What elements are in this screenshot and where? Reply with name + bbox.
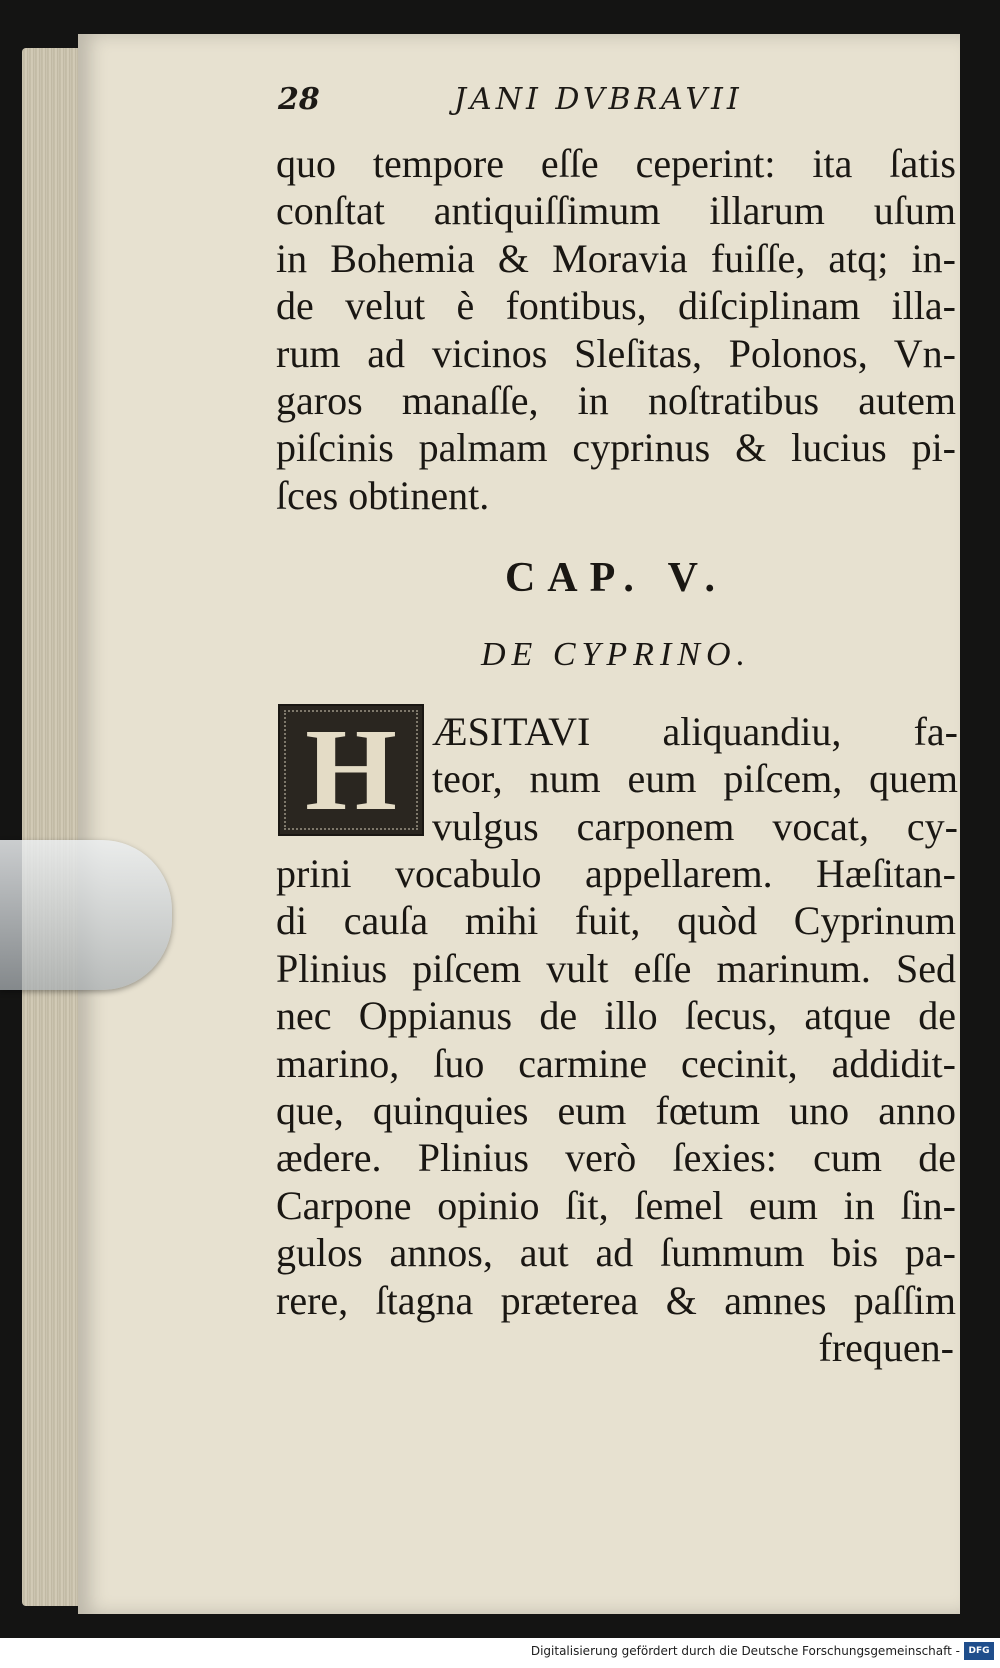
text-line: marino, ſuo carmine cecinit, addidit- — [276, 1040, 956, 1086]
text-line: nec Oppianus de illo ſecus, atque de — [276, 993, 956, 1039]
text-line: vulgus carponem vocat, cy- — [432, 803, 958, 849]
ornamental-initial — [278, 704, 424, 836]
page-edges — [22, 48, 82, 1606]
text-line: de velut è fontibus, diſciplinam illa- — [276, 283, 956, 329]
text-line: ſces obtinent. — [276, 472, 490, 518]
text-line: Carpone opinio ſit, ſemel eum in ſin- — [276, 1182, 956, 1228]
text-line: ÆSITAVI aliquandiu, fa- — [432, 709, 958, 754]
text-line: Plinius piſcem vult eſſe marinum. Sed — [276, 945, 956, 991]
text-line: quo tempore eſſe ceperint: ita ſatis — [276, 141, 956, 186]
text-line: teor, num eum piſcem, quem — [432, 756, 958, 802]
text-line: que, quinquies eum fœtum uno anno — [276, 1087, 956, 1133]
paragraph-2-lead — [432, 708, 958, 850]
page-clip — [0, 840, 172, 990]
text-line: di cauſa mihi fuit, quòd Cyprinum — [276, 898, 956, 944]
footer-bar — [0, 1638, 1000, 1668]
text-line: ædere. Plinius verò ſexies: cum de — [276, 1135, 956, 1181]
funding-credit: Digitalisierung gefördert durch die Deutsche Forschungsgemeinschaft - — [530, 1644, 960, 1658]
text-line: rum ad vicinos Sleſitas, Polonos, Vn- — [276, 330, 956, 376]
dfg-logo: DFG — [964, 1642, 994, 1660]
chapter-title: DE CYPRINO. — [481, 636, 751, 673]
text-line: conſtat antiquiſſimum illarum uſum — [276, 188, 956, 234]
paragraph-2 — [276, 850, 956, 1324]
catchword: frequen- — [818, 1325, 954, 1370]
paragraph-1 — [276, 140, 956, 519]
text-line: in Bohemia & Moravia fuiſſe, atq; in- — [276, 235, 956, 281]
text-line: piſcinis palmam cyprinus & lucius pi- — [276, 425, 956, 471]
page-number: 28 — [278, 82, 320, 117]
text-line: prini vocabulo appellarem. Hæſitan- — [276, 851, 956, 896]
chapter-number: CAP. V. — [504, 555, 728, 601]
text-line: garos manaſſe, in noſtratibus autem — [276, 377, 956, 423]
page-header — [278, 82, 958, 130]
text-line: gulos annos, aut ad ſummum bis pa- — [276, 1230, 956, 1276]
running-title: JANI DVBRAVII — [454, 82, 743, 117]
text-line: rere, ſtagna præterea & amnes paſſim — [276, 1277, 956, 1323]
initial-letter: H — [305, 704, 397, 835]
